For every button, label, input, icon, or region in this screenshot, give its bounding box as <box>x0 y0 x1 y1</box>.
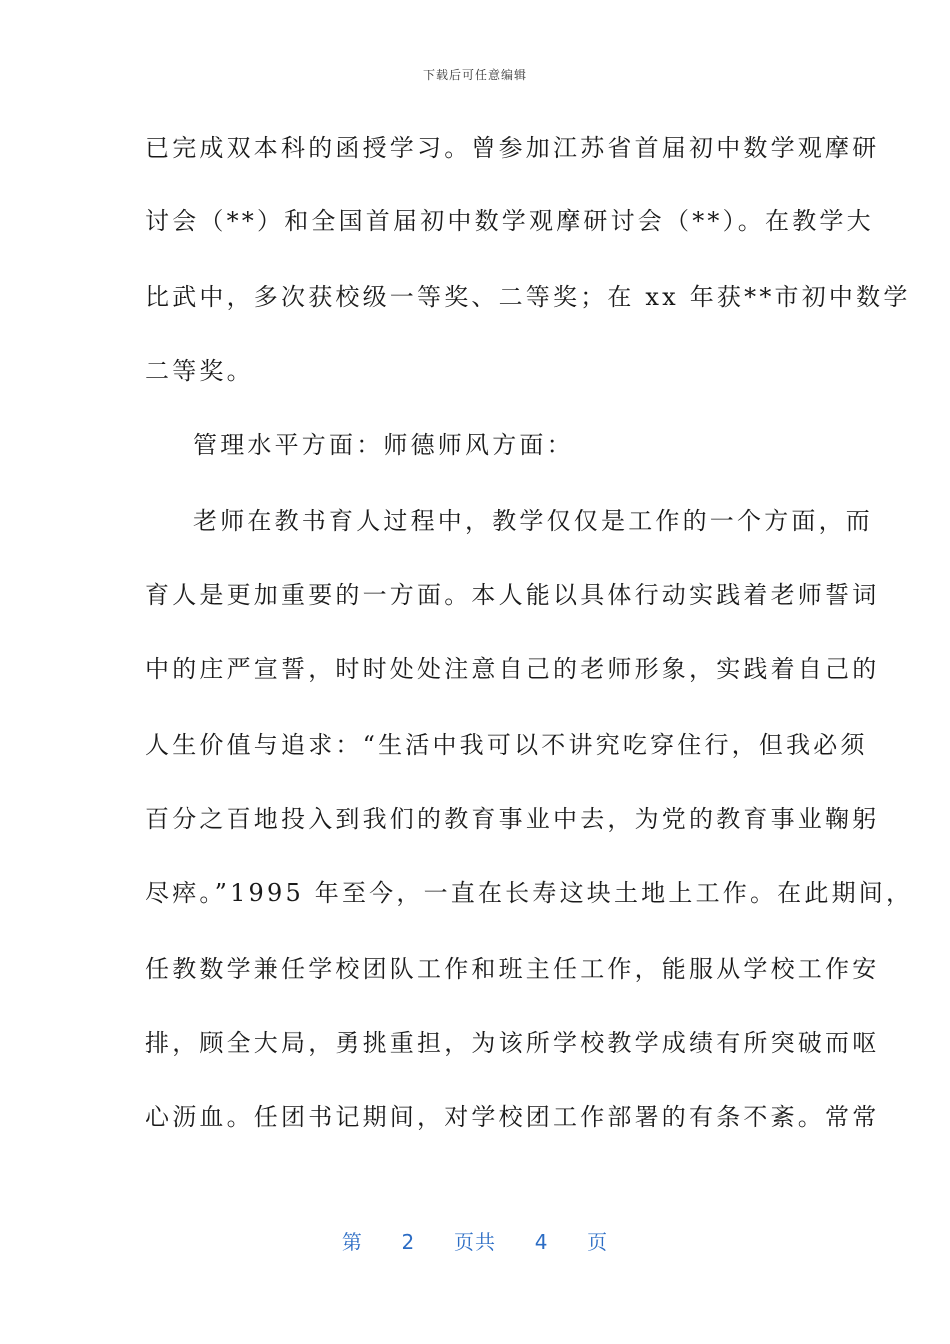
text-line: 育人是更加重要的一方面。本人能以具体行动实践着老师誓词 <box>145 581 880 609</box>
text-line: 任教数学兼任学校团队工作和班主任工作，能服从学校工作安 <box>145 955 880 983</box>
text-line: 比武中，多次获校级一等奖、二等奖；在 xx 年获**市初中数学 <box>145 283 911 311</box>
text-line: 已完成双本科的函授学习。曾参加江苏省首届初中数学观摩研 <box>145 134 880 162</box>
text-line: 二等奖。 <box>145 357 254 385</box>
text-line: 心沥血。任团书记期间，对学校团工作部署的有条不紊。常常 <box>145 1103 880 1131</box>
text-line: 百分之百地投入到我们的教育事业中去，为党的教育事业鞠躬 <box>145 805 880 833</box>
page-total: 4 <box>534 1230 549 1254</box>
text-line: 排，顾全大局，勇挑重担，为该所学校教学成绩有所突破而呕 <box>145 1029 880 1057</box>
text-line: 讨会（**）和全国首届初中数学观摩研讨会（**）。在教学大 <box>145 207 874 235</box>
page-middle: 页共 <box>454 1230 496 1254</box>
text-line: 中的庄严宣誓，时时处处注意自己的老师形象，实践着自己的 <box>145 655 880 683</box>
page-header-note: 下载后可任意编辑 <box>422 68 527 82</box>
page-prefix: 第 <box>341 1230 363 1254</box>
page-suffix: 页 <box>587 1230 609 1254</box>
paragraph-heading: 管理水平方面：师德师风方面： <box>193 431 574 459</box>
page-current: 2 <box>401 1230 416 1254</box>
text-line: 尽瘁。”1995 年至今，一直在长寿这块土地上工作。在此期间， <box>145 879 914 907</box>
text-line: 人生价值与追求：“生活中我可以不讲究吃穿住行，但我必须 <box>145 731 868 759</box>
text-line: 老师在教书育人过程中，教学仅仅是工作的一个方面，而 <box>193 507 873 535</box>
page-number-footer <box>0 1226 950 1255</box>
